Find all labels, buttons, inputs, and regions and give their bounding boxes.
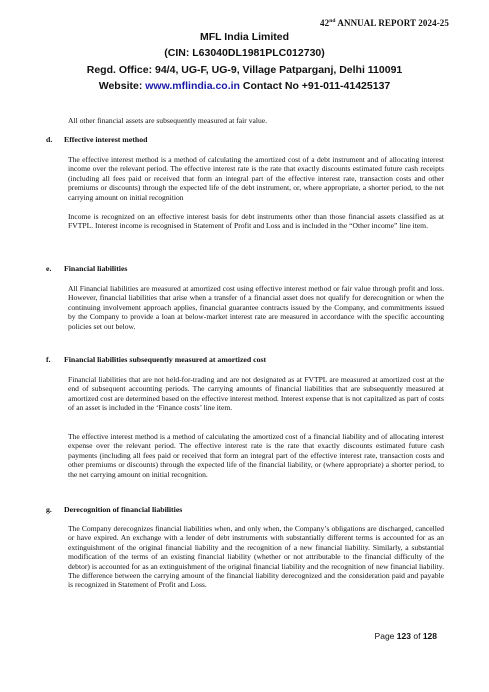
section-e-paragraph-1: All Financial liabilities are measured at amortized cost using effective interest method or fair value through profit and loss. However, financial liabilities that arise when a transfer of a financial asset does not qualify for derecognition or when the continuing involvement approach applies, financial guarantee contracts issued by the Company, and commitments issued by the Company to provide a loan at below-market interest rate are measured in accordance with the specific accounting policies set out below. <box>68 284 444 331</box>
section-letter: d. <box>46 135 53 144</box>
section-letter: g. <box>46 505 52 514</box>
contact-line <box>0 80 489 92</box>
section-d-paragraph-2: Income is recognized on an effective interest basis for debt instruments other than those financial assets classified as at FVTPL. Interest income is recognised in Statement of Profit and Loss and is included in the “Other income” line item. <box>68 212 444 231</box>
section-letter: f. <box>46 355 51 364</box>
contact-number: Contact No +91-011-41425137 <box>242 80 391 92</box>
section-g-paragraph-1: The Company derecognizes financial liabilities when, and only when, the Company’s obligations are discharged, cancelled or have expired. An exchange with a lender of debt instruments with substantially different terms is accounted for as an extinguishment of the original financial liability and the recognition of a new financial liability. Similarly, a substantial modification of the terms of an existing financial liability (whether or not attributable to the financial difficulty of the debtor) is accounted for as an extinguishment of the original financial liability and the recognition of new financial liability. The difference between the carrying amount of the financial liability derecognized and the consideration paid and payable is recognized in Statement of Profit and Loss. <box>68 524 444 590</box>
company-cin: (CIN: L63040DL1981PLC012730) <box>164 47 325 59</box>
section-f-paragraph-2: The effective interest method is a method of calculating the amortized cost of a financial liability and of allocating interest expense over the relevant period. The effective interest rate is the rate that exactly discounts estimated future cash payments (including all fees paid or received that form an integral part of the effective interest rate, transaction costs and other premiums or discounts) through the expected life of the financial liability, or (where appropriate) a shorter period, to the net carrying amount on initial recognition. <box>68 432 444 479</box>
section-title: Derecognition of financial liabilities <box>64 505 183 514</box>
page-number <box>375 631 437 641</box>
page-of: of <box>413 631 421 641</box>
section-heading-g <box>46 505 182 514</box>
report-number: 42 <box>319 18 330 28</box>
section-letter: e. <box>46 264 52 273</box>
registered-office: Regd. Office: 94/4, UG-F, UG-9, Village Patparganj, Delhi 110091 <box>86 64 403 76</box>
section-title: Financial liabilities <box>64 264 128 273</box>
annual-report-title <box>320 18 449 28</box>
website-label: Website: <box>98 80 143 92</box>
section-heading-d <box>46 135 147 144</box>
section-title: Effective interest method <box>64 135 148 144</box>
intro-paragraph: All other financial assets are subsequently measured at fair value. <box>68 116 268 125</box>
section-heading-e <box>46 264 127 273</box>
page-total: 128 <box>422 631 437 641</box>
section-f-paragraph-1: Financial liabilities that are not held-for-trading and are not designated as at FVTPL are measured at amortized cost at the end of subsequent accounting periods. The carrying amounts of financial liabilities that are subsequently measured at amortized cost are determined based on the effective interest method. Interest expense that is not capitalized as part of costs of an asset is included in the ‘Finance costs’ line item. <box>68 375 444 413</box>
page-current: 123 <box>396 631 411 641</box>
report-number-suffix: nd <box>329 18 336 24</box>
website-link[interactable]: www.mflindia.co.in <box>145 80 240 92</box>
section-title: Financial liabilities subsequently measured at amortized cost <box>64 355 267 364</box>
section-heading-f <box>46 355 266 364</box>
section-d-paragraph-1: The effective interest method is a method of calculating the amortized cost of a debt instrument and of allocating interest income over the relevant period. The effective interest rate is the rate that exactly discounts estimated future cash receipts (including all fees paid or received that form an integral part of the effective interest rate, transaction costs and other premiums or discounts) through the expected life of the debt instrument, or, where appropriate, a shorter period, to the net carrying amount on initial recognition <box>68 155 444 202</box>
page-word: Page <box>374 631 395 641</box>
company-name: MFL India Limited <box>199 31 290 43</box>
report-title-text: ANNUAL REPORT 2024-25 <box>337 18 449 28</box>
